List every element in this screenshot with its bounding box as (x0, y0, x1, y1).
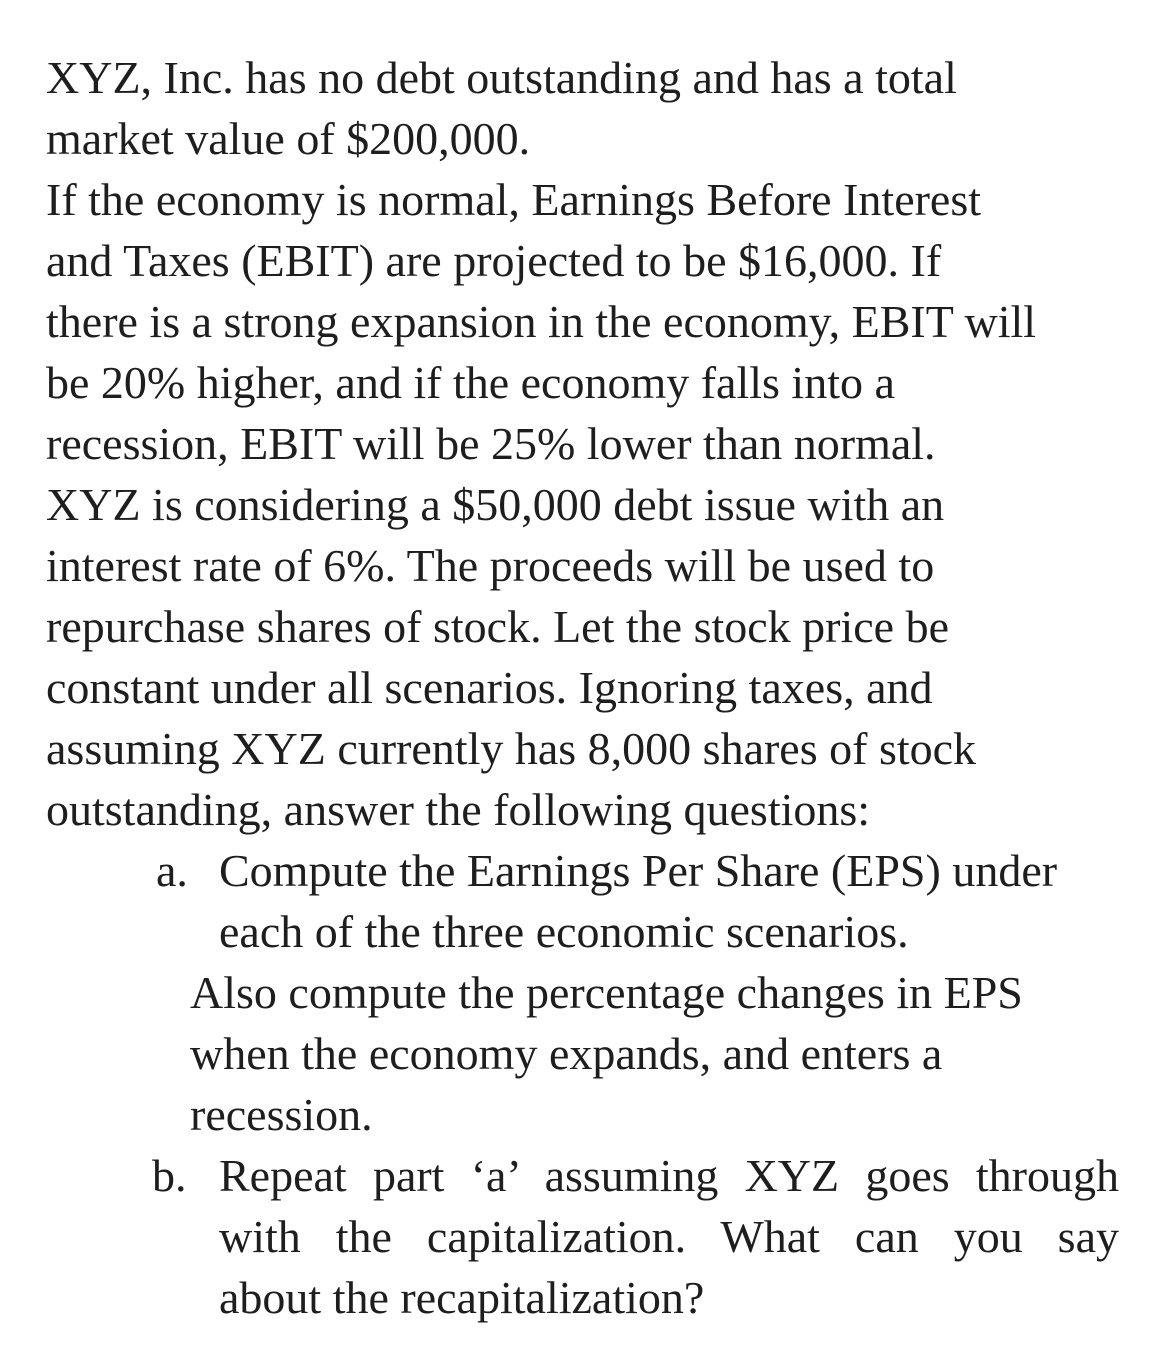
question-a-marker: a. (156, 845, 188, 896)
question-b-line: about the recapitalization? (219, 1272, 705, 1323)
question-a-line: Compute the Earnings Per Share (EPS) under (219, 845, 1058, 896)
intro-line: XYZ, Inc. has no debt outstanding and has a total (46, 52, 957, 103)
question-a-followup-line: when the economy expands, and enters a (190, 1028, 943, 1079)
intro-line: If the economy is normal, Earnings Before Interest (46, 174, 982, 225)
question-b-line-text: with the capitalization. What can you say (219, 1211, 1119, 1262)
question-b-line (219, 1207, 1119, 1267)
question-a-followup-line: recession. (190, 1089, 373, 1140)
intro-line: there is a strong expansion in the economy, EBIT will (46, 296, 1037, 347)
question-b-line-text: Repeat part ‘a’ assuming XYZ goes through (219, 1150, 1119, 1201)
intro-line: market value of $200,000. (46, 113, 531, 164)
question-a-line: each of the three economic scenarios. (219, 906, 909, 957)
intro-line: constant under all scenarios. Ignoring taxes, and (46, 662, 933, 713)
intro-line: and Taxes (EBIT) are projected to be $16,000. If (46, 235, 942, 286)
intro-line: be 20% higher, and if the economy falls into a (46, 357, 895, 408)
intro-line: repurchase shares of stock. Let the stock price be (46, 601, 950, 652)
intro-line: interest rate of 6%. The proceeds will be used to (46, 540, 935, 591)
intro-line: outstanding, answer the following questions: (46, 784, 871, 835)
question-a-followup-line: Also compute the percentage changes in EPS (190, 967, 1023, 1018)
intro-line: assuming XYZ currently has 8,000 shares of stock (46, 723, 977, 774)
question-b-line (219, 1146, 1119, 1206)
intro-line: XYZ is considering a $50,000 debt issue with an (46, 479, 945, 530)
question-b-marker: b. (152, 1150, 187, 1201)
intro-line: recession, EBIT will be 25% lower than normal. (46, 418, 936, 469)
